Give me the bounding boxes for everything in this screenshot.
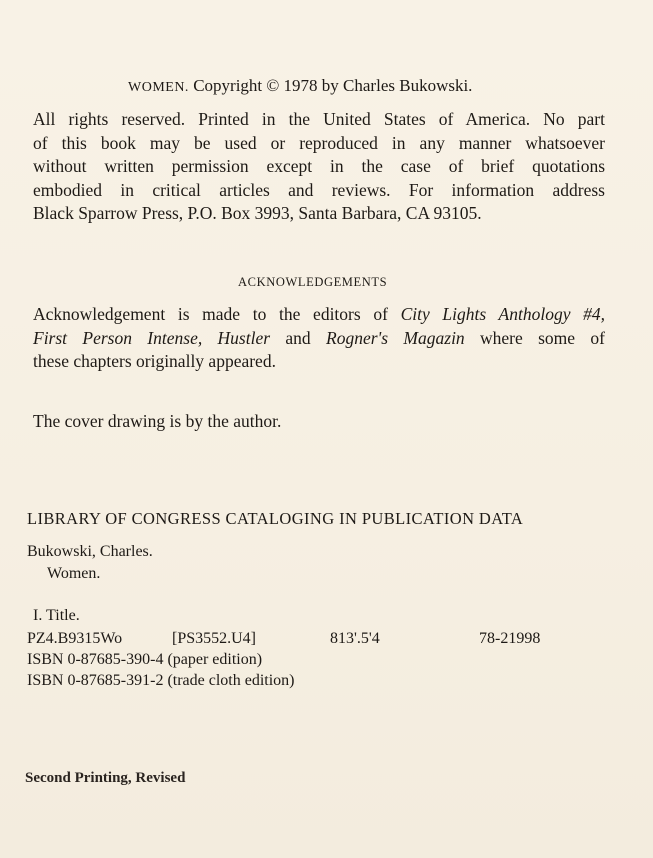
rights-line: embodied in critical articles and reviews. For information address xyxy=(33,179,605,200)
rights-line: Black Sparrow Press, P.O. Box 3993, Santa Barbara, CA 93105. xyxy=(33,203,482,223)
cip-lccn: 78-21998 xyxy=(479,630,541,647)
copyright-line xyxy=(128,76,472,96)
ack-text: where some of xyxy=(464,327,605,348)
cip-alt-call-number: [PS3552.U4] xyxy=(172,630,257,647)
rights-paragraph xyxy=(33,108,605,226)
ack-title: First Person Intense, Hustler xyxy=(33,327,271,348)
printing-note: Second Printing, Revised xyxy=(25,770,186,786)
book-title-smallcaps: WOMEN. xyxy=(128,80,189,95)
ack-title: Rogner's Magazin xyxy=(326,327,465,348)
cip-subject: I. Title. xyxy=(33,607,80,624)
ack-text: Acknowledgement is made to the editors of xyxy=(33,304,401,324)
rights-line: without written permission except in the case of brief quotations xyxy=(33,156,605,176)
cover-note: The cover drawing is by the author. xyxy=(33,411,282,431)
ack-title: City Lights Anthology #4, xyxy=(400,304,606,324)
cip-isbn-cloth: ISBN 0-87685-391-2 (trade cloth edition) xyxy=(27,672,295,689)
ack-text: and xyxy=(270,327,327,348)
rights-line: of this book may be used or reproduced in any manner whatsoever xyxy=(33,132,605,153)
ack-line xyxy=(33,303,605,327)
ack-line xyxy=(33,327,605,351)
cip-isbn-paper: ISBN 0-87685-390-4 (paper edition) xyxy=(27,651,263,668)
cip-heading: LIBRARY OF CONGRESS CATALOGING IN PUBLICATION DATA xyxy=(27,509,524,528)
acknowledgements-heading: ACKNOWLEDGEMENTS xyxy=(238,275,388,289)
rights-line: All rights reserved. Printed in the United States of America. No part xyxy=(33,109,605,129)
acknowledgements-paragraph xyxy=(33,303,605,374)
cip-title: Women. xyxy=(47,565,101,582)
cip-call-number: PZ4.B9315Wo xyxy=(27,630,123,647)
cip-author: Bukowski, Charles. xyxy=(27,543,153,560)
ack-line: these chapters originally appeared. xyxy=(33,351,276,371)
copyright-text: Copyright © 1978 by Charles Bukowski. xyxy=(193,76,473,95)
cip-dewey: 813'.5'4 xyxy=(330,630,380,647)
